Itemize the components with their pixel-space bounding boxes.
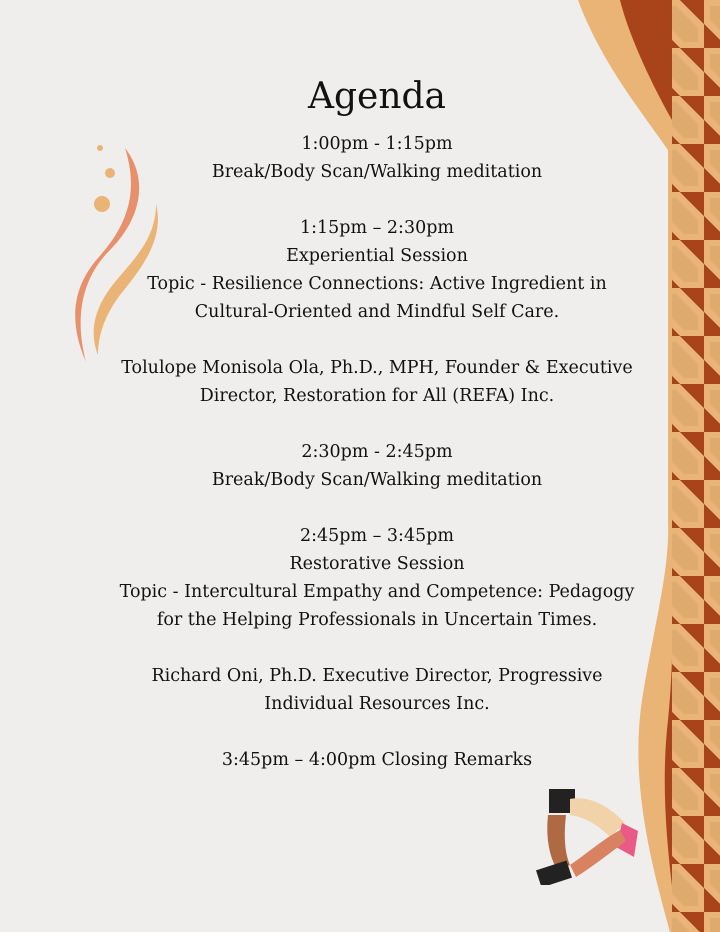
session-name: Experiential Session (286, 246, 468, 266)
agenda-activity: Break/Body Scan/Walking meditation (211, 470, 543, 490)
agenda-item-break-1 (80, 130, 674, 186)
speaker-line: Richard Oni, Ph.D. Executive Director, Progressive (151, 666, 603, 686)
agenda-item-closing (80, 746, 674, 774)
speaker-line: Individual Resources Inc. (264, 694, 490, 714)
speaker-1 (80, 354, 674, 410)
agenda-item-restorative-session (80, 522, 674, 634)
speaker-line: Tolulope Monisola Ola, Ph.D., MPH, Founder & Executive (121, 358, 633, 378)
agenda-content (80, 72, 674, 802)
agenda-time: 1:00pm - 1:15pm (301, 134, 453, 154)
agenda-time: 2:45pm – 3:45pm (299, 526, 455, 546)
session-topic-cont: Cultural-Oriented and Mindful Self Care. (194, 302, 560, 322)
session-topic: Topic - Resilience Connections: Active Ingredient in (147, 274, 607, 294)
agenda-item-experiential-session (80, 214, 674, 326)
agenda-closing: 3:45pm – 4:00pm Closing Remarks (221, 750, 533, 770)
agenda-activity: Break/Body Scan/Walking meditation (211, 162, 543, 182)
agenda-time: 2:30pm - 2:45pm (301, 442, 453, 462)
page-title: Agenda (307, 76, 447, 117)
speaker-2 (80, 662, 674, 718)
agenda-item-break-2 (80, 438, 674, 494)
session-name: Restorative Session (289, 554, 465, 574)
agenda-time: 1:15pm – 2:30pm (299, 218, 455, 238)
speaker-line: Director, Restoration for All (REFA) Inc. (199, 386, 555, 406)
session-topic-cont: for the Helping Professionals in Uncertain Times. (156, 610, 598, 630)
session-topic: Topic - Intercultural Empathy and Competence: Pedagogy (119, 582, 635, 602)
